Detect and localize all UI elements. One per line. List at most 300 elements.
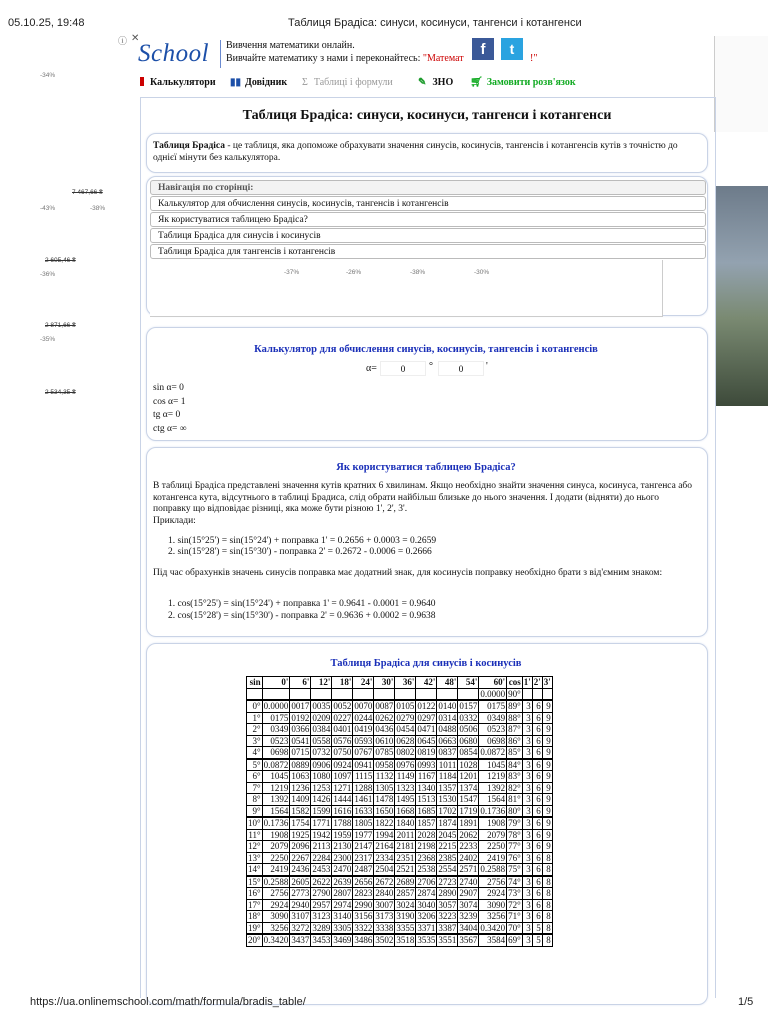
table-cell: 1444 [333,794,352,805]
tagline-2-link[interactable]: "Математ [422,53,464,64]
table-cell: 1357 [438,782,457,793]
menu-zno-label: ЗНО [432,77,454,88]
site-logo[interactable] [138,40,209,68]
table-cell: 0297 [417,712,436,723]
result-sin: sin α= 0 [153,383,184,393]
table-cell: 0105 [396,701,415,712]
table-cell: 80° [508,805,521,816]
table-row [247,899,553,911]
table-cell: 2723 [438,876,457,887]
table-cell: 2147 [354,841,373,852]
table-cell: 1925 [291,829,310,840]
table-cell: 1719 [459,805,478,816]
table-cell: 3 [522,700,532,712]
table-cell: 0419 [354,724,373,735]
degree-symbol: ° [429,361,433,372]
tagline-1: Вивчення математики онлайн. [226,40,355,51]
right-edge-image [716,186,768,406]
table-cell: 8 [542,852,552,864]
table-cell: 3239 [459,911,478,922]
table-cell: 2773 [291,888,310,899]
table-cell: 2215 [438,841,457,852]
twitter-button[interactable] [501,38,523,60]
table-cell [416,688,437,700]
table-cell: 0523 [262,735,290,747]
table-cell: 3090 [262,911,290,923]
table-cell: 2385 [438,852,457,863]
tagline-2-text: Вивчайте математику з нами і переконайтесь: [226,53,423,64]
table-cell: 2402 [459,852,478,863]
table-cell: 0558 [312,735,331,746]
table-cell: 3437 [291,935,310,946]
table-cell: 0715 [291,747,310,758]
table-cell: 0819 [417,747,436,758]
table-cell: 2267 [291,852,310,863]
twitter-icon: t [509,41,515,57]
table-cell: 2706 [417,876,436,887]
table-cell: 3 [522,841,532,853]
table-cell: 3404 [459,922,478,933]
calculator-icon [140,77,144,86]
table-cell: 2672 [375,876,394,887]
table-cell: 3518 [396,935,415,946]
table-cell: 3305 [333,922,352,933]
table-cell: 2656 [354,876,373,887]
table-header-cell: 18' [332,677,353,689]
table-cell: 0523 [479,724,507,736]
table-cell: 9 [542,735,552,747]
table-cell: 0750 [333,747,352,758]
table-cell: 1633 [354,805,373,816]
table-cell: 1530 [438,794,457,805]
nav-item-sin-cos-table[interactable]: Таблиця Брадіса для синусів і косинусів [150,228,706,243]
table-cell [374,688,395,700]
table-cell: 89° [508,701,521,712]
ad-percent: -38% [90,205,106,212]
table-cell: 2164 [375,841,394,852]
table-cell: 3387 [438,922,457,933]
degrees-input[interactable] [380,361,426,376]
ad-price: 2 605,46 ₴ [45,257,76,264]
table-cell: 71° [508,911,521,922]
table-cell: 0.3420 [480,922,506,933]
table-cell: 0889 [291,759,310,770]
table-cell: 3338 [375,922,394,933]
facebook-icon: f [480,41,486,58]
table-cell: 0017 [291,701,310,712]
menu-zno[interactable] [418,77,453,88]
table-cell: 3 [522,829,532,841]
table-cell: 74° [508,876,521,887]
table-cell: 8° [247,794,263,806]
table-cell: 8 [542,934,552,946]
table-cell: 5 [532,934,542,946]
table-cell: 11° [248,829,261,840]
tagline-2-end: !" [530,53,538,64]
table-cell: 0.2588 [480,864,506,875]
table-cell: 1392 [479,782,507,794]
table-cell: 2807 [333,888,352,899]
cart-icon: 🛒︎ [470,77,483,88]
table-cell: 87° [508,724,521,735]
table-cell: 6 [532,805,542,817]
nav-item-calculator[interactable]: Калькулятор для обчислення синусів, косинусів, тангенсів і котангенсів [150,196,706,211]
table-cell: 3123 [312,911,331,922]
table-cell: 6 [532,735,542,747]
table-cell: 3 [522,735,532,747]
table-cell: 1409 [291,794,310,805]
menu-reference[interactable] [230,77,287,88]
table-cell: 2823 [354,888,373,899]
table-cell: 1771 [312,818,331,829]
table-cell: 10° [248,818,261,829]
table-cell: 2974 [333,899,352,910]
table-cell: 0.0000 [263,701,289,712]
table-cell [262,688,290,700]
table-cell: 0192 [291,712,310,723]
table-cell: 2521 [396,864,415,875]
table-row [247,864,553,876]
table-row [247,829,553,841]
table-cell: 83° [508,771,521,782]
table-cell: 3090 [479,899,507,911]
nav-item-howto[interactable]: Як користуватися таблицею Брадіса? [150,212,706,227]
table-cell: 2622 [312,876,331,887]
table-cell: 0087 [375,701,394,712]
table-cell [290,688,311,700]
table-cell: 6 [532,876,542,888]
facebook-button[interactable] [472,38,494,60]
table-cell: 1874 [438,818,457,829]
table-cell: 1478 [375,794,394,805]
table-cell: 0924 [333,759,352,770]
table-cell: 1236 [291,782,310,793]
pencil-icon: ✎ [418,77,427,88]
howto-para-2: Під час обрахунків значень синусів поправка має додатний знак, для косинусів поправку необхідно брати з від'ємним знаком: [153,568,663,578]
table-row [247,794,553,806]
table-cell: 79° [508,818,521,829]
table-header-cell: 0' [262,677,290,689]
table-cell: 6 [532,771,542,783]
table-cell: 0.0872 [263,759,289,770]
table-cell: 2250 [262,852,290,864]
table-row [247,805,553,817]
bradis-table-wrap [246,676,553,947]
table-title: Таблиця Брадіса для синусів і косинусів [330,658,522,669]
ad-price: 2 534,35 ₴ [45,389,76,396]
table-header-cell: 42' [416,677,437,689]
table-cell: 2419 [262,864,290,876]
table-cell: 0576 [333,735,352,746]
table-cell: 1977 [354,829,373,840]
result-cos: cos α= 1 [153,397,186,407]
menu-tables[interactable] [302,77,393,88]
intro-text [153,141,698,164]
table-header-cell: 30' [374,677,395,689]
table-cell: 2368 [417,852,436,863]
sidebar-ad[interactable] [10,36,122,456]
table-cell: 2028 [417,829,436,840]
table-cell: 1219 [262,782,290,794]
table-cell: 9 [542,700,552,712]
ad-overlay-percent: -26% [346,269,362,276]
ad-overlay-percent: -37% [284,269,300,276]
table-cell: 9 [542,782,552,794]
minutes-input[interactable] [438,361,484,376]
table-cell: 0698 [262,747,290,759]
table-cell: 0.0872 [480,747,506,758]
table-cell: 2957 [312,899,331,910]
table-cell: 2990 [354,899,373,910]
table-cell: 6 [532,829,542,841]
ad-percent: -34% [40,72,56,79]
table-cell: 3107 [291,911,310,922]
table-cell: 6 [532,794,542,806]
table-cell: 14° [248,864,261,875]
page-title: Таблиця Брадіса: синуси, косинуси, тангенси і котангенси [242,108,612,123]
table-row [247,747,553,759]
table-cell: 0314 [438,712,457,723]
table-header-cell: 24' [353,677,374,689]
table-cell: 3502 [375,935,394,946]
table-cell: 1461 [354,794,373,805]
table-cell: 19° [248,922,261,933]
table-header-row [247,677,553,689]
table-cell: 0802 [396,747,415,758]
table-cell: 2740 [459,876,478,887]
table-row [247,712,553,724]
table-cell [542,688,552,700]
sigma-icon: Σ [302,77,308,88]
menu-tables-label: Таблиці і формули [313,77,393,88]
table-cell: 0.1736 [480,805,506,816]
table-cell: 2079 [479,829,507,841]
table-cell: 0732 [312,747,331,758]
table-cell: 2079 [262,841,290,853]
table-row [247,817,553,829]
table-cell: 2487 [354,864,373,875]
table-cell: 3322 [354,922,373,933]
ad-percent: -36% [40,271,56,278]
table-cell: 3355 [396,922,415,933]
table-cell: 2504 [375,864,394,875]
table-cell: 3 [522,934,532,946]
table-cell: 0610 [375,735,394,746]
table-cell: 2924 [262,899,290,911]
ad-overlay[interactable] [150,260,663,317]
table-cell: 1305 [375,782,394,793]
table-cell: 69° [508,935,521,946]
table-cell: 3 [522,922,532,934]
table-row [247,922,553,934]
table-cell: 6 [532,712,542,724]
table-cell: 8 [542,864,552,876]
table-cell: 3 [522,771,532,783]
table-cell: 3 [522,888,532,900]
table-cell: 77° [508,841,521,852]
table-cell: 0645 [417,735,436,746]
ad-percent: -35% [40,336,56,343]
table-cell: 6 [532,782,542,794]
table-cell: 1650 [375,805,394,816]
table-cell: 2874 [417,888,436,899]
table-cell: 3 [522,876,532,888]
table-cell: 1840 [396,818,415,829]
table-cell: 3040 [417,899,436,910]
table-header-cell: cos [507,677,523,689]
table-cell: 3190 [396,911,415,922]
table-cell: 81° [508,794,521,805]
table-cell: 8 [542,922,552,934]
table-cell: 3° [247,735,263,747]
table-cell: 0332 [459,712,478,723]
print-url: https://ua.onlinemschool.com/math/formula/bradis_table/ [30,996,306,1008]
table-cell: 2181 [396,841,415,852]
table-cell: 9 [542,794,552,806]
table-cell: 0384 [312,724,331,735]
table-header-cell: 6' [290,677,311,689]
table-cell: 0052 [333,701,352,712]
table-cell: 3 [522,817,532,829]
table-cell: 0471 [417,724,436,735]
result-tg: tg α= 0 [153,410,181,420]
menu-order[interactable] [470,77,576,88]
table-cell: 6 [532,817,542,829]
table-cell [332,688,353,700]
ad-overlay-percent: -30% [474,269,490,276]
table-cell: 1857 [417,818,436,829]
table-cell: 3486 [354,935,373,946]
table-cell: 1495 [396,794,415,805]
table-cell: 3 [522,759,532,771]
ad-close-icon[interactable]: ✕ [131,33,140,44]
table-cell: 1668 [396,805,415,816]
table-cell: 3007 [375,899,394,910]
table-row [247,888,553,900]
table-cell: 1097 [333,771,352,782]
table-cell: 1942 [312,829,331,840]
table-cell: 1° [247,712,263,724]
table-cell: 3024 [396,899,415,910]
table-cell [311,688,332,700]
table-cell: 7° [247,782,263,794]
book-icon: ▮▮ [230,77,242,88]
table-cell: 0941 [354,759,373,770]
bradis-table [246,676,553,947]
table-cell: 6 [532,911,542,923]
table-header-cell: 36' [395,677,416,689]
table-cell: 3223 [438,911,457,922]
table-cell: 0854 [459,747,478,758]
table-cell: 72° [508,899,521,910]
table-cell: 3584 [479,934,507,946]
ad-price: 7 467,66 ₴ [72,189,103,196]
howto-para-1: В таблиці Брадіса представлені значення кутів кратних 6 хвилинам. Якщо необхідно знайти значення синуса, косинуса, тангенса або котангенса кута, відсутнього в таблиці Брадиса, слід обрати найбільш близьке до нього значення. І додати (відняти) до нього поправку що відповідає різниці, яка може бути різною 1', 2', 3'. [153,481,693,514]
table-cell: 84° [508,759,521,770]
table-row [247,688,553,700]
howto-examples-label: Приклади: [153,516,196,526]
table-cell: 3 [522,805,532,817]
table-cell: 76° [508,852,521,863]
table-cell: 15° [248,876,261,887]
table-cell [395,688,416,700]
table-cell: 3 [522,747,532,759]
table-cell: 0506 [459,724,478,735]
table-cell: 0209 [312,712,331,723]
table-row [247,841,553,853]
table-cell: 17° [248,899,261,910]
table-cell: 0349 [479,712,507,724]
table-cell: 1513 [417,794,436,805]
table-header-cell: 12' [311,677,332,689]
table-cell: 6 [532,888,542,900]
table-cell: 3 [522,864,532,876]
table-cell: 2300 [333,852,352,863]
table-cell: 3074 [459,899,478,910]
table-row [247,911,553,923]
print-title: Таблиця Брадіса: синуси, косинуси, тангенси і котангенси [288,17,582,29]
table-cell: 1994 [375,829,394,840]
table-cell: 3535 [417,935,436,946]
menu-calculators[interactable] [140,77,216,88]
table-cell: 2940 [291,899,310,910]
table-cell: 0767 [354,747,373,758]
table-cell: 8 [542,899,552,911]
table-cell: 8 [542,876,552,888]
ad-overlay-percent: -38% [410,269,426,276]
table-cell: 2689 [396,876,415,887]
table-cell: 78° [508,829,521,840]
table-cell: 0279 [396,712,415,723]
table-header-cell: sin [247,677,263,689]
table-cell: 3469 [333,935,352,946]
table-cell: 1149 [396,771,415,782]
table-cell: 3206 [417,911,436,922]
table-row [247,771,553,783]
table-cell: 2130 [333,841,352,852]
table-cell: 3256 [262,922,290,934]
table-cell: 6 [532,747,542,759]
table-cell: 3 [522,712,532,724]
howto-title: Як користуватися таблицею Брадіса? [336,462,516,473]
table-cell: 2334 [375,852,394,863]
table-cell: 2045 [438,829,457,840]
menu-order-label: Замовити розв'язок [486,77,576,88]
table-cell: 1582 [291,805,310,816]
table-cell: 9 [542,817,552,829]
table-row [247,724,553,736]
table-cell: 2453 [312,864,331,875]
table-cell: 2250 [479,841,507,853]
table-cell: 1392 [262,794,290,806]
table-cell: 2419 [479,852,507,864]
table-cell: 6 [532,864,542,876]
table-cell: 0993 [417,759,436,770]
table-cell: 1564 [479,794,507,806]
table-cell: 1080 [312,771,331,782]
table-cell: 2857 [396,888,415,899]
table-cell: 8 [542,911,552,923]
table-cell: 1822 [375,818,394,829]
table-header-cell: 60' [479,677,507,689]
table-cell: 1702 [438,805,457,816]
table-cell: 2062 [459,829,478,840]
ad-info-icon[interactable]: ⓘ [118,36,128,46]
table-cell: 2840 [375,888,394,899]
table-cell: 2317 [354,852,373,863]
nav-item-tan-cot-table[interactable]: Таблиця Брадіса для тангенсів і котангенсів [150,244,706,259]
table-cell: 0454 [396,724,415,735]
